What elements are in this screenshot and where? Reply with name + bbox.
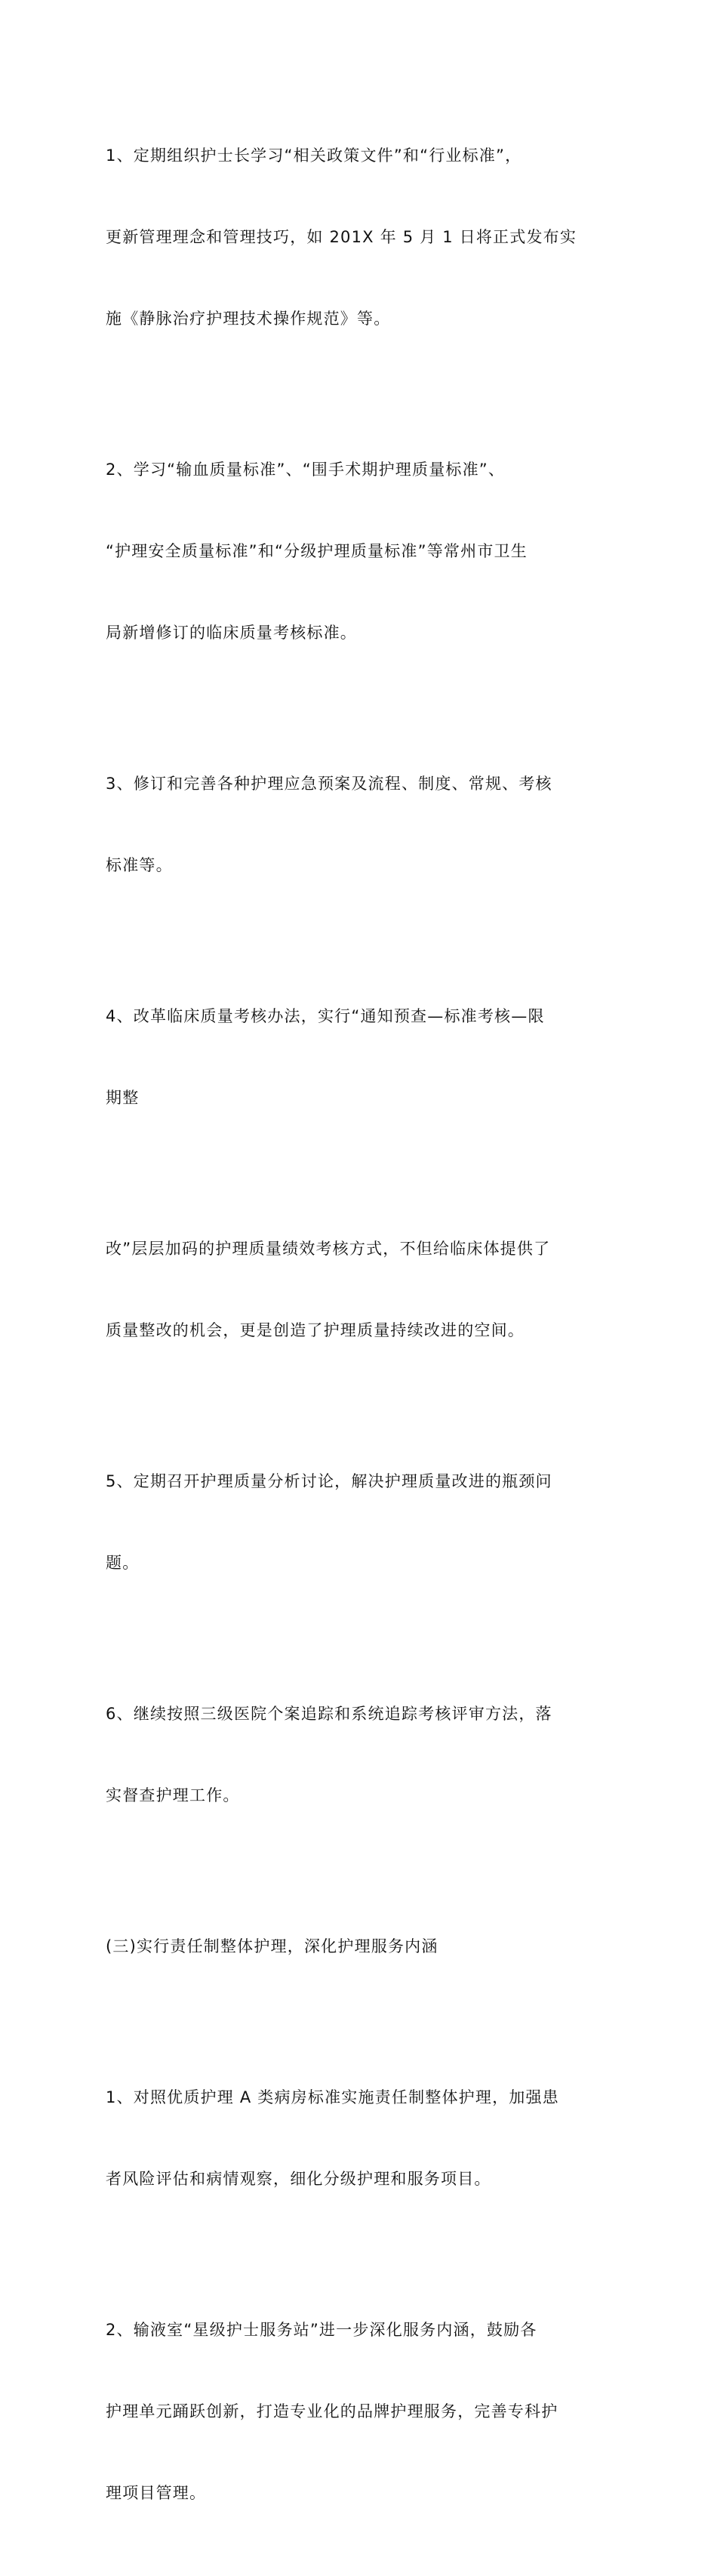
text-line: 3、修订和完善各种护理应急预案及流程、制度、常规、考核 [106,775,552,793]
text-line: 题。 [106,1554,140,1572]
paragraph-6 [106,1413,608,1631]
text-line: 5、定期召开护理质量分析讨论，解决护理质量改进的瓶颈问 [106,1472,552,1490]
text-line: 护理单元踊跃创新，打造专业化的品牌护理服务，完善专科护 [106,2402,559,2420]
text-line: (三)实行责任制整体护理，深化护理服务内涵 [106,1937,439,1955]
text-line: 施《静脉治疗护理技术操作规范》等。 [106,310,391,328]
text-line: 理项目管理。 [106,2484,207,2502]
paragraph-5 [106,1181,608,1398]
paragraph-3 [106,716,608,933]
section-heading [106,1878,608,2014]
paragraph-8 [106,2029,608,2247]
text-line: 1、定期组织护士长学习“相关政策文件”和“行业标准”， [106,146,522,165]
text-line: 标准等。 [106,856,173,874]
paragraph-4 [106,948,608,1166]
text-line: 2、输液室“星级护士服务站”进一步深化服务内涵，鼓励各 [106,2321,537,2339]
text-line: 2、学习“输血质量标准”、“围手术期护理质量标准”、 [106,461,506,479]
text-line: 局新增修订的临床质量考核标准。 [106,624,357,642]
paragraph-1 [106,88,608,387]
text-line: 改”层层加码的护理质量绩效考核方式，不但给临床体提供了 [106,1240,551,1258]
paragraph-9 [106,2262,608,2561]
text-line: 期整 [106,1089,140,1107]
text-line: 4、改革临床质量考核办法，实行“通知预查—标准考核—限 [106,1007,545,1025]
text-line: 者风险评估和病情观察，细化分级护理和服务项目。 [106,2170,491,2188]
text-line: 6、继续按照三级医院个案追踪和系统追踪考核评审方法，落 [106,1705,552,1723]
paragraph-2 [106,402,608,701]
paragraph-7 [106,1646,608,1863]
text-line: 质量整改的机会，更是创造了护理质量持续改进的空间。 [106,1321,525,1339]
text-line: 实督查护理工作。 [106,1786,240,1804]
document-body [106,88,608,2576]
text-line: “护理安全质量标准”和“分级护理质量标准”等常州市卫生 [106,542,528,560]
text-line: 更新管理理念和管理技巧，如 201X 年 5 月 1 日将正式发布实 [106,228,577,246]
text-line: 1、对照优质护理 A 类病房标准实施责任制整体护理，加强患 [106,2088,559,2106]
